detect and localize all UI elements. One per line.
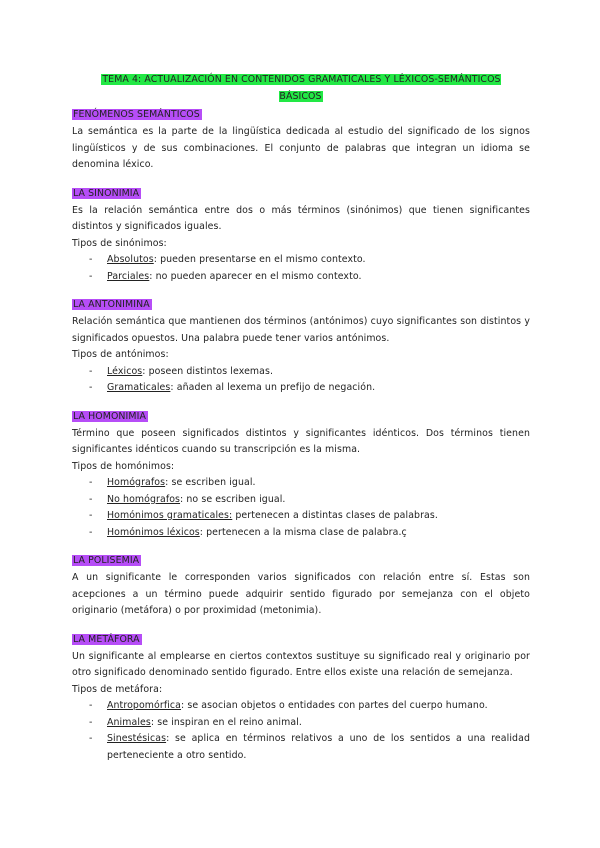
list-item (72, 380, 530, 397)
section-heading: LA METÁFORA (73, 633, 140, 645)
types-intro: Tipos de homónimos: (72, 460, 175, 472)
list-dash: - (89, 510, 93, 521)
section-heading: LA SINONIMIA (73, 187, 140, 199)
list-desc: : pueden presentarse en el mismo contexto. (153, 254, 366, 265)
list-term: Parciales (107, 270, 150, 282)
section-body: La semántica es la parte de la lingüística dedicada al estudio del significado de los signos lingüísticos y de sus combinaciones. El conjunto de palabras que integran un idioma se denomina léxico. (72, 126, 530, 170)
list-desc: : se escriben igual. (165, 477, 256, 488)
section-heading: FENÓMENOS SEMÁNTICOS (73, 109, 200, 120)
list-term: No homógrafos (107, 493, 181, 505)
types-intro: Tipos de antónimos: (72, 349, 169, 360)
list-desc: : se asocian objetos o entidades con partes del cuerpo humano. (181, 700, 488, 711)
list-dash: - (89, 733, 93, 744)
list-item (72, 252, 530, 269)
list-item (72, 508, 530, 525)
list-term: Léxicos (107, 365, 143, 377)
list-dash: - (89, 700, 93, 711)
list-term: Gramaticales (107, 382, 171, 393)
list-term: Antropomórfica (107, 700, 182, 711)
list-item (72, 731, 530, 764)
section-body: A un significante le corresponden varios significados con relación entre sí. Estas son acepciones a un término puede adquirir sentido figurado por semejanza con el objeto originario (metáfora) o por proximidad (metonimia). (72, 572, 530, 616)
section-body: Es la relación semántica entre dos o más términos (sinónimos) que tienen significantes distintos y significados iguales. (72, 204, 530, 232)
list-desc: : no se escriben igual. (180, 493, 286, 505)
section-body: Término que poseen significados distintos y significantes idénticos. Dos términos tienen significantes idénticos cuando su transcripción es la misma. (72, 427, 530, 455)
list-desc: pertenecen a distintas clases de palabras. (232, 510, 438, 521)
section-sinonimia (72, 186, 530, 286)
list-item (72, 492, 530, 509)
list-item (72, 698, 530, 715)
list-item (72, 715, 530, 732)
section-body: Un significante al emplearse en ciertos contextos sustituye su significado real y originario por otro significado denominado sentido figurado. Entre ellos existe una relación de semejanza. (72, 650, 530, 678)
section-heading: LA ANTONIMINA (73, 299, 150, 310)
types-list (72, 252, 530, 285)
section-antonimia (72, 297, 530, 397)
list-dash: - (89, 382, 93, 393)
title-text: TEMA 4: ACTUALIZACIÓN EN CONTENIDOS GRAMATICALES Y LÉXICOS-SEMÁNTICOS BÁSICOS (102, 74, 501, 102)
list-dash: - (89, 254, 93, 265)
section-metafora (72, 632, 530, 765)
list-desc: : poseen distintos lexemas. (142, 365, 274, 377)
section-body: Relación semántica que mantienen dos términos (antónimos) cuyo significantes son distintos y significados opuestos. Una palabra puede tener varios antónimos. (72, 316, 530, 344)
section-polisemia (72, 553, 530, 620)
document-title (80, 72, 522, 105)
list-desc: : se aplica en términos relativos a uno de los sentidos a una realidad perteneciente a otro sentido. (107, 733, 530, 761)
list-term: Homógrafos (107, 477, 166, 488)
types-intro: Tipos de sinónimos: (72, 237, 167, 249)
types-list (72, 475, 530, 541)
list-dash: - (89, 477, 93, 488)
list-term: Absolutos (107, 254, 154, 265)
types-list (72, 698, 530, 764)
list-dash: - (89, 526, 93, 538)
list-item (72, 364, 530, 381)
list-term: Homónimos léxicos (107, 526, 200, 538)
list-desc: : añaden al lexema un prefijo de negación. (170, 382, 376, 393)
section-heading: LA HOMONIMIA (73, 410, 146, 422)
list-term: Sinestésicas (107, 733, 167, 744)
section-fenomenos (72, 107, 530, 174)
list-item (72, 475, 530, 492)
list-item (72, 525, 530, 542)
types-list (72, 364, 530, 397)
list-dash: - (89, 716, 93, 728)
list-dash: - (89, 493, 93, 505)
list-item (72, 269, 530, 286)
list-desc: : no pueden aparecer en el mismo contexto. (149, 270, 362, 282)
section-heading: LA POLISEMIA (73, 555, 140, 566)
document-content (72, 72, 530, 764)
list-desc: : pertenecen a la misma clase de palabra.ç (199, 526, 407, 538)
list-term: Homónimos gramaticales: (107, 510, 233, 521)
list-dash: - (89, 365, 93, 377)
types-intro: Tipos de metáfora: (72, 683, 163, 695)
section-homonimia (72, 409, 530, 542)
list-dash: - (89, 270, 93, 282)
list-desc: : se inspiran en el reino animal. (150, 716, 302, 728)
list-term: Animales (107, 716, 151, 728)
